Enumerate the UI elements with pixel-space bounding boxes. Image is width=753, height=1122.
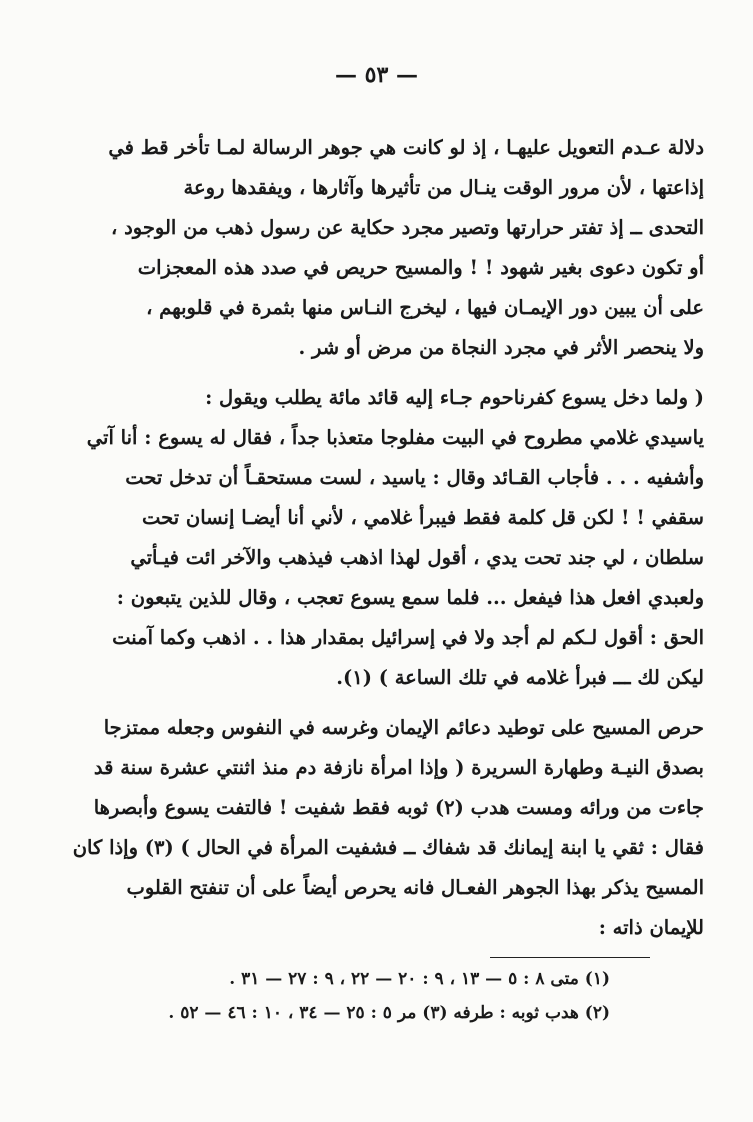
- text-line: المسيح يذكر بهذا الجوهر الفعـال فانه يحرص أيضاً على أن تنفتح القلوب: [126, 876, 704, 899]
- paragraph-gap: [92, 698, 704, 708]
- text-line: دلالة عـدم التعويل عليهـا ، إذ لو كانت هي جوهر الرسالة لمـا تأخر قط في: [108, 136, 704, 159]
- footnote-2: (٢) هدب ثوبه : طرفه (٣) مر ٥ : ٢٥ — ٣٤ ، ١٠ : ٤٦ — ٥٢ .: [168, 1003, 610, 1023]
- text-line: ( ولما دخل يسوع كفرناحوم جـاء إليه قائد مائة يطلب ويقول :: [205, 386, 704, 409]
- footnote-divider: [490, 957, 650, 958]
- text-line: وأشفيه . . . فأجاب القـائد وقال : ياسيد ، لست مستحقـاً أن تدخل تحت: [125, 466, 704, 489]
- text-line: سقفي ! ! لكن قل كلمة فقط فيبرأ غلامي ، لأني أنا أيضـا إنسان تحت: [141, 506, 704, 529]
- text-line: ولعبدي افعل هذا فيفعل ... فلما سمع يسوع تعجب ، وقال للذين يتبعون :: [116, 586, 704, 609]
- paragraph-2: [86, 378, 704, 698]
- text-line: على أن يبين دور الإيمـان فيها ، ليخرج النـاس منها بثمرة في قلوبهم ،: [146, 296, 704, 319]
- text-line: سلطان ، لي جند تحت يدي ، أقول لهذا اذهب فيذهب والآخر ائت فيـأتي: [130, 546, 704, 569]
- text-line: الحق : أقول لـكم لم أجد ولا في إسرائيل بمقدار هذا . . اذهب وكما آمنت: [112, 626, 704, 649]
- text-line: فقال : ثقي يا ابنة إيمانك قد شفاك ــ فشفيت المرأة في الحال ) (٣) وإذا كان: [72, 836, 704, 859]
- paragraph-1: [92, 128, 704, 368]
- footnote-1: (١) متى ٨ : ٥ — ١٣ ، ٩ : ٢٠ — ٢٢ ، ٩ : ٢٧ — ٣١ .: [229, 969, 610, 989]
- paragraph-3: [72, 708, 704, 948]
- text-line: حرص المسيح على توطيد دعائم الإيمان وغرسه في النفوس وجعله ممتزجا: [103, 716, 704, 739]
- text-line: ولا ينحصر الأثر في مجرد النجاة من مرض أو شر .: [298, 336, 704, 359]
- page-number: — ٥٣ —: [335, 62, 418, 88]
- text-line: ياسيدي غلامي مطروح في البيت مفلوجا متعذبا جداً ، فقال له يسوع : أنا آتي: [86, 426, 704, 449]
- paragraph-gap: [92, 368, 704, 378]
- text-line: للإيمان ذاته :: [598, 916, 704, 939]
- text-line: التحدى ــ إذ تفتر حرارتها وتصير مجرد حكاية عن رسول ذهب من الوجود ،: [111, 216, 704, 239]
- text-line: أو تكون دعوى بغير شهود ! ! والمسيح حريص في صدد هذه المعجزات: [137, 256, 704, 279]
- text-line: بصدق النيـة وطهارة السريرة ( وإذا امرأة نازفة دم منذ اثنتي عشرة سنة قد: [93, 756, 704, 779]
- body-text: [72, 128, 704, 948]
- text-line: جاءت من ورائه ومست هدب (٢) ثوبه فقط شفيت ! فالتفت يسوع وأبصرها: [93, 796, 704, 819]
- text-line: ليكن لك ـــ فبرأ غلامه في تلك الساعة ) (١).: [336, 666, 704, 689]
- footnotes: [70, 962, 610, 1030]
- text-line: إذاعتها ، لأن مرور الوقت ينـال من تأثيرها وآثارها ، ويفقدها روعة: [183, 176, 704, 199]
